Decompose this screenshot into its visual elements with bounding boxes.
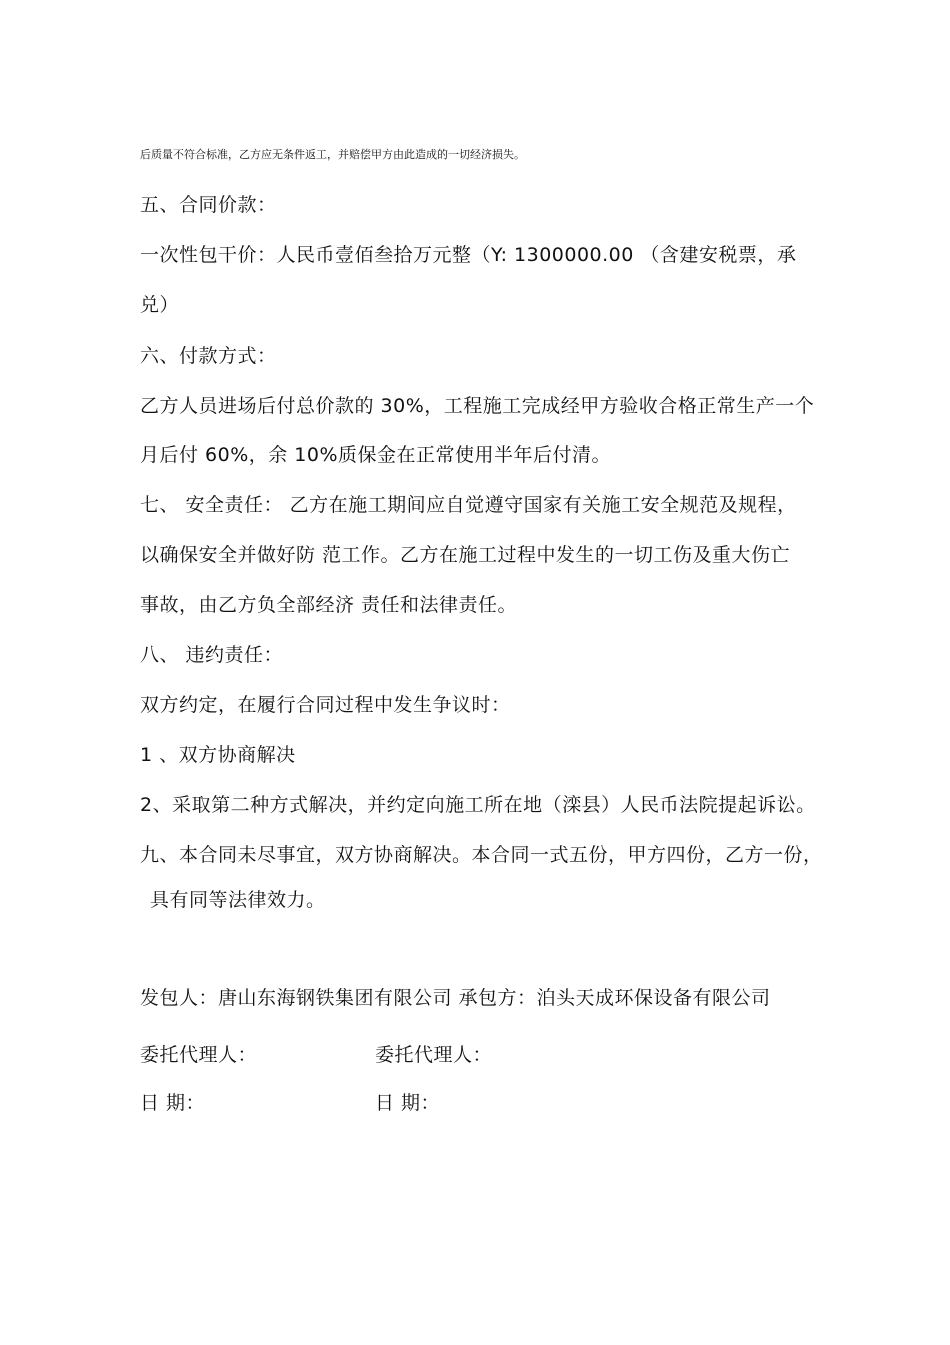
- safety-line-1: 七、 安全责任： 乙方在施工期间应自觉遵守国家有关施工安全规范及规程，: [140, 494, 797, 516]
- continuation-line: 后质量不符合标准，乙方应无条件返工，并赔偿甲方由此造成的一切经济损失。: [140, 148, 525, 161]
- section-5-heading: 五、合同价款：: [140, 194, 277, 216]
- contract-price-line-1: 一次性包干价：人民币壹佰叁拾万元整（Y: 1300000.00 （含建安税票，承: [140, 244, 797, 266]
- dispute-item-1: 1 、双方协商解决: [140, 744, 296, 766]
- payment-line-2: 月后付 60%，余 10%质保金在正常使用半年后付清。: [140, 444, 612, 466]
- safety-line-2: 以确保安全并做好防 范工作。乙方在施工过程中发生的一切工伤及重大伤亡: [140, 544, 791, 566]
- payment-line-1: 乙方人员进场后付总价款的 30%，工程施工完成经甲方验收合格正常生产一个: [140, 395, 815, 417]
- contract-price-line-2: 兑）: [140, 294, 180, 316]
- date-right-label: 日 期：: [375, 1092, 441, 1114]
- section-8-heading: 八、 违约责任：: [140, 644, 284, 666]
- dispute-item-2: 2、采取第二种方式解决，并约定向施工所在地（滦县）人民币法院提起诉讼。: [140, 794, 816, 816]
- safety-line-3: 事故，由乙方负全部经济 责任和法律责任。: [140, 594, 518, 616]
- section-6-heading: 六、付款方式：: [140, 345, 277, 367]
- dispute-intro: 双方约定，在履行合同过程中发生争议时：: [140, 694, 511, 716]
- date-left-label: 日 期：: [140, 1092, 206, 1114]
- agent-right-label: 委托代理人：: [375, 1044, 493, 1066]
- section-9-line-1: 九、本合同未尽事宜，双方协商解决。本合同一式五份，甲方四份，乙方一份，: [140, 844, 823, 866]
- section-9-line-2: 具有同等法律效力。: [150, 889, 326, 911]
- agent-left-label: 委托代理人：: [140, 1044, 258, 1066]
- signature-parties: 发包人：唐山东海钢铁集团有限公司 承包方：泊头天成环保设备有限公司: [140, 987, 771, 1009]
